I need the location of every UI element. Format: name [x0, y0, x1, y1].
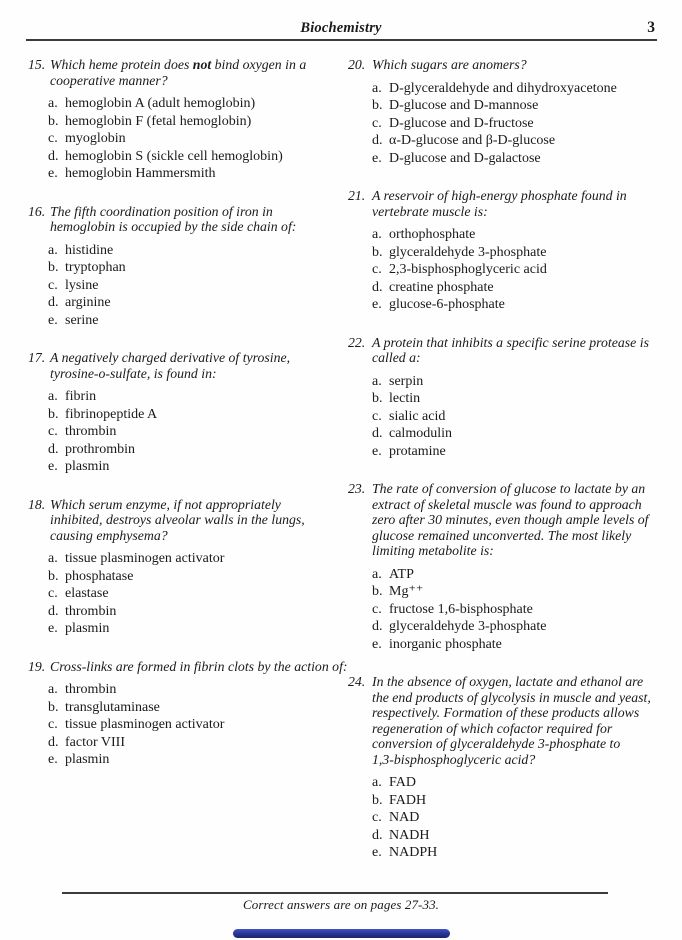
option-letter: e. [372, 443, 382, 459]
option-row [48, 312, 344, 330]
option-letter: c. [372, 115, 382, 131]
option-row [372, 390, 664, 408]
question-stem: The fifth coordination position of iron in hemoglobin is occupied by the side chain of: [50, 203, 297, 234]
question-stem: A reservoir of high-energy phosphate found in vertebrate muscle is: [372, 188, 627, 219]
option-letter: b. [372, 584, 383, 599]
option-letter: c. [372, 810, 382, 825]
option-letter: d. [372, 426, 383, 441]
option-row [48, 441, 344, 459]
option-row [372, 408, 664, 426]
option-row [372, 261, 664, 279]
option-text: D-glyceraldehyde and dihydroxyacetone [389, 80, 617, 96]
option-row [372, 296, 664, 314]
option-row [48, 585, 344, 603]
option-row [372, 583, 664, 601]
question-stem: Which heme protein does not bind oxygen in a cooperative manner? [50, 57, 307, 88]
footer-note: Correct answers are on pages 27-33. [242, 897, 440, 912]
option-row [372, 97, 664, 115]
option-letter: a. [48, 96, 58, 111]
option-text: glyceraldehyde 3-phosphate [389, 244, 547, 260]
option-letter: b. [372, 98, 383, 113]
option-text: tissue plasminogen activator [65, 717, 225, 732]
page-number: 3 [647, 19, 655, 36]
option-text: elastase [65, 586, 109, 601]
option-letter: b. [372, 391, 383, 406]
option-text: lectin [389, 391, 421, 406]
option-letter: c. [48, 586, 58, 601]
option-letter: d. [48, 734, 59, 750]
option-text: NADH [389, 827, 430, 843]
option-text: D-glucose and D-mannose [389, 98, 539, 113]
option-text: tissue plasminogen activator [65, 551, 225, 566]
options-list [372, 373, 664, 461]
option-text: Mg⁺⁺ [389, 584, 424, 599]
question-15 [28, 57, 344, 183]
option-row [372, 618, 664, 636]
options-list [48, 95, 344, 183]
option-row [48, 95, 344, 113]
option-row [48, 603, 344, 621]
question-18 [28, 497, 344, 638]
option-row [48, 620, 344, 638]
options-list [372, 80, 664, 168]
option-text: calmodulin [389, 426, 452, 441]
option-text: hemoglobin A (adult hemoglobin) [65, 96, 256, 111]
options-list [372, 226, 664, 314]
option-row [372, 373, 664, 391]
scroll-indicator-bar[interactable] [233, 929, 450, 938]
options-list [372, 566, 664, 654]
option-text: protamine [389, 443, 446, 459]
option-row [372, 566, 664, 584]
option-row [48, 699, 344, 717]
option-letter: d. [48, 603, 59, 619]
question-19 [28, 658, 348, 769]
options-list [48, 242, 344, 330]
option-letter: c. [48, 131, 58, 146]
question-number: 15. [28, 57, 46, 72]
option-row [372, 844, 664, 862]
option-row [48, 277, 344, 295]
option-text: factor VIII [65, 734, 125, 750]
option-text: plasmin [65, 459, 110, 474]
question-stem: A protein that inhibits a specific serine protease is called a: [372, 334, 649, 365]
option-letter: a. [372, 566, 382, 582]
option-text: FAD [389, 775, 416, 790]
option-text: creatine phosphate [389, 279, 494, 295]
option-letter: a. [372, 227, 382, 242]
option-letter: c. [48, 277, 58, 293]
option-text: fibrinopeptide A [65, 406, 158, 422]
option-letter: e. [48, 752, 58, 767]
option-letter: e. [372, 636, 382, 652]
option-row [372, 425, 664, 443]
option-row [372, 80, 664, 98]
option-letter: a. [372, 80, 382, 96]
question-number: 23. [348, 481, 366, 496]
question-stem: A negatively charged derivative of tyrosine, tyrosine-o-sulfate, is found in: [50, 350, 291, 381]
question-stem: In the absence of oxygen, lactate and ethanol are the end products of glycolysis in muscle and yeast, respectively. Formation of these products allows regeneration of which cofactor required for conversion of glyceraldehyde 3-phosphate to 1,3-bisphosphoglyceric acid? [372, 674, 651, 767]
option-text: glyceraldehyde 3-phosphate [389, 619, 547, 634]
option-row [48, 681, 344, 699]
option-letter: e. [48, 312, 58, 328]
option-text: arginine [65, 295, 111, 310]
options-list [48, 681, 344, 769]
question-number: 17. [28, 350, 46, 365]
option-letter: c. [372, 408, 382, 424]
option-text: fibrin [65, 389, 97, 404]
option-row [372, 792, 664, 810]
option-letter: a. [48, 682, 58, 697]
option-letter: e. [372, 845, 382, 860]
question-stem: Which serum enzyme, if not appropriately inhibited, destroys alveolar walls in the lungs, causing emphysema? [50, 496, 305, 543]
question-stem: The rate of conversion of glucose to lactate by an extract of skeletal muscle was found to approach zero after 30 minutes, even though ample levels of glucose remained unconverted. The most likely limiting metabolite is: [372, 481, 649, 558]
options-list [48, 388, 344, 476]
option-letter: b. [48, 113, 59, 129]
option-letter: c. [372, 262, 382, 277]
option-letter: d. [48, 148, 59, 164]
option-text: inorganic phosphate [389, 636, 502, 652]
option-text: 2,3-bisphosphoglyceric acid [389, 262, 547, 277]
option-row [48, 423, 344, 441]
option-row [372, 279, 664, 297]
option-text: plasmin [65, 752, 110, 767]
option-row [48, 148, 344, 166]
option-row [48, 751, 344, 769]
option-text: histidine [65, 242, 114, 258]
option-text: hemoglobin S (sickle cell hemoglobin) [65, 148, 283, 164]
question-number: 22. [348, 334, 366, 350]
footer-divider [62, 892, 608, 894]
option-letter: d. [372, 133, 383, 148]
option-letter: d. [372, 279, 383, 295]
page-header-title: Biochemistry [300, 20, 382, 36]
option-text: NAD [389, 810, 420, 825]
option-letter: d. [372, 619, 383, 634]
option-row [48, 388, 344, 406]
option-row [48, 259, 344, 277]
options-list [48, 550, 344, 638]
option-row [48, 165, 344, 183]
option-text: NADPH [389, 845, 438, 860]
option-text: FADH [389, 792, 427, 808]
option-row [48, 568, 344, 586]
option-text: orthophosphate [389, 227, 476, 242]
question-number: 20. [348, 57, 366, 72]
option-letter: a. [48, 242, 58, 258]
option-letter: b. [372, 244, 383, 260]
option-row [372, 244, 664, 262]
option-letter: a. [48, 389, 58, 404]
option-letter: a. [372, 775, 382, 790]
option-text: ATP [389, 566, 414, 582]
option-letter: e. [48, 166, 58, 181]
option-text: D-glucose and D-fructose [389, 115, 534, 131]
option-text: prothrombin [65, 441, 135, 457]
option-row [48, 734, 344, 752]
option-letter: b. [48, 699, 59, 715]
question-16 [28, 204, 344, 330]
option-text: transglutaminase [65, 699, 160, 715]
option-letter: d. [372, 827, 383, 843]
option-letter: c. [372, 601, 382, 617]
question-22 [348, 335, 664, 461]
question-23 [348, 481, 664, 653]
question-24 [348, 674, 664, 862]
question-number: 18. [28, 496, 46, 512]
option-text: glucose-6-phosphate [389, 297, 505, 312]
option-letter: e. [48, 459, 58, 474]
option-row [372, 443, 664, 461]
option-text: hemoglobin Hammersmith [65, 166, 216, 181]
option-text: plasmin [65, 621, 110, 636]
option-text: thrombin [65, 682, 117, 697]
option-row [48, 242, 344, 260]
option-letter: b. [48, 568, 59, 584]
option-text: phosphatase [65, 568, 134, 584]
options-list [372, 774, 664, 862]
option-row [372, 827, 664, 845]
option-letter: b. [48, 260, 59, 275]
option-letter: b. [372, 792, 383, 808]
right-column [348, 57, 664, 862]
question-20 [348, 57, 664, 167]
option-text: tryptophan [65, 260, 126, 275]
option-row [372, 132, 664, 150]
question-21 [348, 188, 664, 314]
option-row [372, 226, 664, 244]
option-row [48, 130, 344, 148]
option-row [48, 716, 344, 734]
option-letter: b. [48, 406, 59, 422]
option-row [372, 115, 664, 133]
option-row [372, 636, 664, 654]
option-text: α-D-glucose and β-D-glucose [389, 133, 556, 148]
option-text: serine [65, 312, 99, 328]
option-text: thrombin [65, 424, 117, 439]
option-letter: e. [372, 150, 382, 166]
option-row [48, 458, 344, 476]
option-row [372, 601, 664, 619]
option-letter: e. [48, 621, 58, 636]
option-text: thrombin [65, 603, 117, 619]
left-column [28, 57, 348, 769]
question-number: 16. [28, 203, 46, 219]
header-divider [26, 39, 657, 41]
option-text: lysine [65, 277, 99, 293]
option-row [48, 406, 344, 424]
option-text: serpin [389, 373, 424, 389]
option-text: fructose 1,6-bisphosphate [389, 601, 533, 617]
option-text: myoglobin [65, 131, 126, 146]
option-row [372, 809, 664, 827]
option-row [48, 113, 344, 131]
option-row [372, 774, 664, 792]
option-row [48, 294, 344, 312]
option-row [372, 150, 664, 168]
option-letter: e. [372, 297, 382, 312]
option-row [48, 550, 344, 568]
option-letter: c. [48, 424, 58, 439]
option-letter: d. [48, 295, 59, 310]
question-number: 19. [28, 658, 46, 674]
option-letter: c. [48, 717, 58, 732]
option-text: sialic acid [389, 408, 446, 424]
question-stem: Which sugars are anomers? [372, 57, 527, 72]
question-stem: Cross-links are formed in fibrin clots by the action of: [50, 658, 348, 674]
option-text: D-glucose and D-galactose [389, 150, 541, 166]
option-letter: d. [48, 441, 59, 457]
option-text: hemoglobin F (fetal hemoglobin) [65, 113, 252, 129]
question-number: 21. [348, 188, 366, 203]
question-17 [28, 350, 344, 476]
question-number: 24. [348, 674, 366, 689]
option-letter: a. [372, 373, 382, 389]
option-letter: a. [48, 551, 58, 566]
